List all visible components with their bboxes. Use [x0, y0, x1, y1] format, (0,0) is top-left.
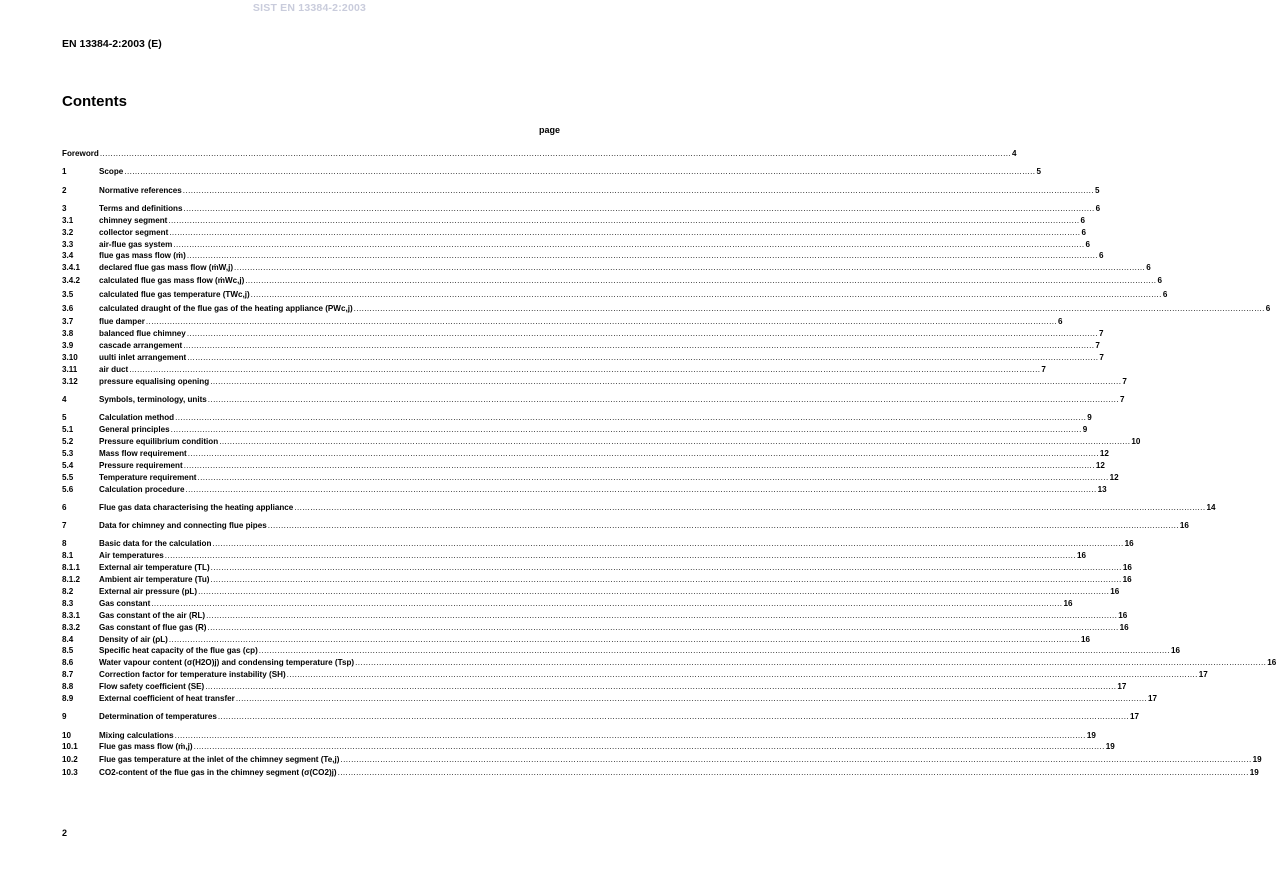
toc-entry-number: 3.9 — [62, 340, 74, 350]
toc-leader-dots — [169, 227, 1080, 239]
toc-entry-page: 17 — [1198, 670, 1208, 680]
toc-entry[interactable] — [62, 250, 1104, 262]
toc-entry-number: 8.1.2 — [62, 575, 81, 585]
toc-leader-dots — [340, 753, 1251, 767]
toc-entry-page: 10 — [1131, 436, 1141, 446]
toc-entry-title: cascade arrangement — [99, 340, 183, 350]
toc-entry-number: 5.1 — [62, 425, 74, 435]
toc-leader-dots — [175, 412, 1086, 424]
toc-leader-dots — [171, 424, 1082, 436]
toc-entry-number: 8.9 — [62, 693, 74, 703]
toc-entry-number: 5.5 — [62, 472, 74, 482]
toc-entry[interactable] — [62, 598, 1073, 610]
toc-entry[interactable] — [62, 148, 1017, 160]
toc-entry-number: 3 — [62, 203, 67, 213]
toc-entry-title: CO2-content of the flue gas in the chimney segment (σ(CO2)j) — [99, 768, 337, 778]
toc-leader-dots — [100, 148, 1011, 160]
toc-leader-dots — [268, 520, 1179, 532]
toc-entry-title: flue damper — [99, 317, 145, 327]
toc-leader-dots — [184, 203, 1095, 215]
toc-entry[interactable] — [62, 316, 1063, 328]
toc-entry-title: collector segment — [99, 227, 169, 237]
toc-entry[interactable] — [62, 562, 1132, 574]
toc-entry[interactable] — [62, 352, 1104, 364]
toc-leader-dots — [165, 550, 1076, 562]
toc-entry-page: 9 — [1087, 413, 1092, 423]
toc-entry-title: Flue gas temperature at the inlet of the chimney segment (Te,j) — [99, 755, 340, 765]
toc-leader-dots — [354, 302, 1265, 316]
toc-entry[interactable] — [62, 460, 1105, 472]
toc-leader-dots — [187, 250, 1098, 262]
toc-entry[interactable] — [62, 328, 1104, 340]
toc-entry-title: calculated flue gas temperature (TWc,j) — [99, 290, 250, 300]
toc-entry-title: Calculation method — [99, 413, 175, 423]
toc-entry-number: Foreword — [62, 149, 99, 158]
toc-entry-number: 3.3 — [62, 239, 74, 249]
toc-entry-title: Gas constant of the air (RL) — [99, 610, 206, 620]
toc-entry-title: Ambient air temperature (Tu) — [99, 575, 210, 585]
toc-entry-page: 7 — [1099, 352, 1104, 362]
toc-entry[interactable] — [62, 448, 1109, 460]
toc-entry-number: 3.8 — [62, 329, 74, 339]
toc-entry-page: 16 — [1170, 646, 1180, 656]
toc-entry[interactable] — [62, 669, 1208, 681]
toc-entry-title: calculated flue gas mass flow (ṁWc,j) — [99, 276, 245, 286]
toc-entry-page: 6 — [1095, 203, 1101, 213]
toc-entry-page: 17 — [1148, 693, 1158, 703]
toc-entry-page: 16 — [1124, 539, 1134, 549]
toc-entry[interactable] — [62, 412, 1092, 424]
toc-leader-dots — [197, 472, 1108, 484]
toc-entry-title: Terms and definitions — [99, 203, 183, 213]
toc-entry-page: 14 — [1206, 502, 1216, 512]
toc-entry-number: 10.1 — [62, 742, 78, 752]
toc-entry-page: 6 — [1162, 290, 1168, 300]
toc-leader-dots — [355, 657, 1266, 669]
toc-entry-title: chimney segment — [99, 215, 168, 225]
toc-leader-dots — [175, 730, 1086, 742]
toc-leader-dots — [294, 502, 1205, 514]
toc-entry-number: 3.4.2 — [62, 276, 81, 286]
toc-entry-title: Symbols, terminology, units — [99, 394, 207, 404]
toc-entry[interactable] — [62, 730, 1096, 742]
toc-entry-number: 3.4.1 — [62, 263, 81, 273]
contents-heading: Contents — [62, 93, 127, 110]
toc-entry-number: 8 — [62, 539, 67, 549]
toc-entry-page: 6 — [1080, 215, 1086, 225]
toc-entry-title: Correction factor for temperature instability (SH) — [99, 670, 286, 680]
toc-entry-title: calculated draught of the flue gas of the heating appliance (PWc,j) — [99, 304, 353, 314]
toc-entry[interactable] — [62, 166, 1041, 178]
toc-entry[interactable] — [62, 424, 1088, 436]
toc-entry-title: Normative references — [99, 185, 182, 195]
toc-entry-number: 8.7 — [62, 670, 74, 680]
page-column-label: page — [538, 125, 560, 135]
toc-leader-dots — [287, 669, 1198, 681]
toc-leader-dots — [251, 288, 1162, 302]
toc-entry-page: 6 — [1098, 251, 1104, 261]
toc-entry-number: 3.12 — [62, 376, 78, 386]
toc-entry-title: General principles — [99, 425, 170, 435]
toc-entry-number: 10.2 — [62, 755, 78, 765]
toc-entry-page: 16 — [1110, 586, 1120, 596]
toc-entry-page: 4 — [1012, 149, 1017, 158]
toc-leader-dots — [259, 645, 1170, 657]
toc-leader-dots — [206, 610, 1117, 622]
toc-leader-dots — [151, 598, 1062, 610]
toc-leader-dots — [218, 711, 1129, 723]
toc-entry-title: Flue gas mass flow (ṁ,j) — [99, 742, 193, 752]
toc-entry-page: 12 — [1109, 472, 1119, 482]
toc-entry-page: 7 — [1041, 364, 1046, 374]
toc-entry[interactable] — [62, 753, 1262, 767]
toc-entry-number: 10 — [62, 730, 72, 740]
toc-entry-number: 3.5 — [62, 290, 74, 300]
toc-entry[interactable] — [62, 227, 1086, 239]
toc-entry-page: 16 — [1119, 622, 1129, 632]
toc-entry[interactable] — [62, 203, 1101, 215]
toc-entry[interactable] — [62, 634, 1091, 646]
toc-entry[interactable] — [62, 681, 1127, 693]
toc-entry-page: 16 — [1076, 551, 1086, 561]
toc-entry[interactable] — [62, 288, 1168, 302]
toc-entry-number: 3.2 — [62, 227, 74, 237]
toc-leader-dots — [219, 436, 1130, 448]
toc-leader-dots — [188, 448, 1099, 460]
toc-leader-dots — [124, 166, 1035, 178]
toc-entry-number: 8.8 — [62, 682, 74, 692]
toc-leader-dots — [183, 340, 1094, 352]
toc-entry-title: uulti inlet arrangement — [99, 352, 187, 362]
toc-entry-title: Mixing calculations — [99, 730, 174, 740]
toc-entry-number: 5.2 — [62, 436, 74, 446]
toc-entry-title: air duct — [99, 364, 129, 374]
toc-entry[interactable] — [62, 610, 1128, 622]
toc-entry-number: 1 — [62, 167, 67, 177]
toc-entry-number: 9 — [62, 712, 67, 722]
toc-leader-dots — [184, 460, 1095, 472]
toc-leader-dots — [205, 681, 1116, 693]
toc-leader-dots — [207, 622, 1118, 634]
toc-entry[interactable] — [62, 622, 1129, 634]
toc-entry-number: 3.10 — [62, 352, 78, 362]
toc-entry-page: 6 — [1157, 276, 1162, 286]
toc-entry-number: 3.7 — [62, 317, 74, 327]
toc-entry-page: 5 — [1036, 167, 1041, 177]
toc-leader-dots — [245, 274, 1156, 288]
toc-entry-page: 7 — [1095, 340, 1100, 350]
toc-entry-page: 6 — [1146, 263, 1151, 273]
toc-leader-dots — [146, 316, 1057, 328]
toc-entry-number: 6 — [62, 502, 67, 512]
toc-entry-title: Temperature requirement — [99, 472, 197, 482]
toc-entry-page: 7 — [1098, 329, 1104, 339]
toc-entry-page: 6 — [1265, 304, 1271, 314]
toc-entry[interactable] — [62, 436, 1141, 448]
toc-entry-page: 17 — [1117, 682, 1127, 692]
toc-entry-number: 4 — [62, 394, 67, 404]
toc-entry[interactable] — [62, 711, 1140, 723]
toc-entry-page: 16 — [1118, 610, 1128, 620]
toc-entry-number: 8.5 — [62, 646, 74, 656]
toc-entry[interactable] — [62, 376, 1127, 388]
toc-entry-title: Calculation procedure — [99, 484, 185, 494]
toc-entry[interactable] — [62, 767, 1259, 779]
toc-entry-number: 8.1 — [62, 551, 74, 561]
toc-entry[interactable] — [62, 586, 1120, 598]
toc-leader-dots — [183, 185, 1094, 197]
toc-entry-number: 8.1.1 — [62, 563, 81, 573]
toc-entry-title: External air temperature (TL) — [99, 563, 210, 573]
toc-entry-number: 3.6 — [62, 304, 74, 314]
toc-entry[interactable] — [62, 502, 1216, 514]
toc-entry[interactable] — [62, 394, 1125, 406]
toc-entry[interactable] — [62, 538, 1134, 550]
toc-leader-dots — [168, 215, 1079, 227]
toc-entry-page: 16 — [1179, 521, 1189, 531]
page-number: 2 — [62, 828, 68, 838]
document-id: EN 13384-2:2003 (E) — [62, 38, 162, 50]
toc-entry-number: 8.4 — [62, 634, 74, 644]
toc-entry-title: Density of air (ρL) — [99, 634, 168, 644]
toc-entry[interactable] — [62, 364, 1046, 376]
toc-leader-dots — [169, 634, 1080, 646]
toc-entry-number: 3.4 — [62, 251, 74, 261]
toc-entry-title: External air pressure (pL) — [99, 586, 198, 596]
toc-entry-number: 8.3.2 — [62, 622, 81, 632]
toc-leader-dots — [211, 562, 1122, 574]
toc-entry-number: 3.11 — [62, 364, 78, 374]
toc-entry-title: balanced flue chimney — [99, 329, 186, 339]
toc-entry[interactable] — [62, 239, 1090, 251]
toc-entry-number: 5.6 — [62, 484, 74, 494]
toc-entry-page: 9 — [1082, 425, 1088, 435]
toc-entry-title: Determination of temperatures — [99, 712, 217, 722]
toc-entry-title: Pressure equilibrium condition — [99, 436, 219, 446]
toc-entry-page: 6 — [1085, 239, 1090, 249]
toc-entry[interactable] — [62, 262, 1151, 274]
toc-entry-page: 16 — [1122, 575, 1132, 585]
toc-entry-page: 12 — [1095, 460, 1105, 470]
toc-entry-number: 5 — [62, 413, 67, 423]
toc-leader-dots — [210, 574, 1121, 586]
toc-entry[interactable] — [62, 215, 1086, 227]
toc-entry-title: Data for chimney and connecting flue pipes — [99, 521, 267, 531]
toc-entry-number: 8.2 — [62, 586, 74, 596]
toc-entry[interactable] — [62, 302, 1271, 316]
toc-entry-page: 12 — [1099, 448, 1109, 458]
toc-entry-page: 19 — [1086, 730, 1096, 740]
toc-entry-number: 10.3 — [62, 768, 78, 778]
toc-leader-dots — [173, 239, 1084, 251]
toc-entry-number: 2 — [62, 185, 67, 195]
toc-entry[interactable] — [62, 274, 1162, 288]
toc-leader-dots — [198, 586, 1109, 598]
toc-entry-page: 19 — [1249, 768, 1259, 778]
toc-entry-title: Scope — [99, 167, 124, 177]
toc-entry[interactable] — [62, 693, 1158, 705]
toc-entry-number: 5.4 — [62, 460, 74, 470]
toc-entry-title: air-flue gas system — [99, 239, 173, 249]
toc-entry-title: Specific heat capacity of the flue gas (cp) — [99, 646, 258, 656]
toc-entry-page: 16 — [1267, 658, 1276, 668]
toc-entry-title: Flow safety coefficient (SE) — [99, 682, 205, 692]
toc-leader-dots — [194, 741, 1105, 753]
toc-entry[interactable] — [62, 645, 1180, 657]
toc-entry-page: 6 — [1058, 317, 1063, 327]
toc-entry-title: Air temperatures — [99, 551, 164, 561]
toc-entry-page: 17 — [1130, 712, 1140, 722]
toc-entry-page: 7 — [1122, 376, 1127, 386]
toc-leader-dots — [187, 328, 1098, 340]
toc-entry[interactable] — [62, 550, 1086, 562]
toc-entry-page: 16 — [1063, 598, 1073, 608]
toc-entry-page: 16 — [1122, 563, 1132, 573]
toc-entry-number: 3.1 — [62, 215, 74, 225]
toc-entry-title: Mass flow requirement — [99, 448, 187, 458]
toc-entry-number: 5.3 — [62, 448, 74, 458]
toc-leader-dots — [210, 376, 1121, 388]
toc-leader-dots — [185, 484, 1096, 496]
toc-entry-title: flue gas mass flow (ṁ) — [99, 251, 186, 261]
toc-entry-title: declared flue gas mass flow (ṁW,j) — [99, 263, 234, 273]
toc-entry[interactable] — [62, 340, 1100, 352]
toc-entry-title: Water vapour content (σ(H2O)j) and condensing temperature (Tsp) — [99, 658, 355, 668]
toc-entry-title: pressure equalising opening — [99, 376, 210, 386]
toc-entry[interactable] — [62, 574, 1132, 586]
toc-leader-dots — [212, 538, 1123, 550]
toc-leader-dots — [338, 767, 1249, 779]
table-of-contents — [62, 148, 1276, 779]
toc-leader-dots — [208, 394, 1119, 406]
toc-entry-number: 8.3 — [62, 598, 74, 608]
toc-entry[interactable] — [62, 657, 1276, 669]
toc-entry[interactable] — [62, 741, 1115, 753]
toc-entry-title: Gas constant of flue gas (R) — [99, 622, 207, 632]
toc-entry[interactable] — [62, 472, 1119, 484]
toc-entry-title: Pressure requirement — [99, 460, 183, 470]
toc-entry-number: 8.3.1 — [62, 610, 81, 620]
toc-entry-page: 7 — [1119, 394, 1125, 404]
toc-leader-dots — [187, 352, 1098, 364]
toc-entry-page: 19 — [1252, 755, 1262, 765]
toc-entry[interactable] — [62, 520, 1189, 532]
toc-leader-dots — [129, 364, 1040, 376]
toc-entry-title: External coefficient of heat transfer — [99, 693, 235, 703]
toc-leader-dots — [234, 262, 1145, 274]
toc-entry-page: 13 — [1097, 484, 1107, 494]
toc-entry[interactable] — [62, 484, 1107, 496]
watermark: SIST EN 13384-2:2003 — [252, 2, 367, 14]
toc-entry-page: 19 — [1105, 742, 1115, 752]
toc-entry-page: 5 — [1094, 185, 1100, 195]
toc-entry-number: 8.6 — [62, 658, 74, 668]
toc-entry-title: Flue gas data characterising the heating appliance — [99, 502, 294, 512]
toc-entry-page: 6 — [1081, 227, 1086, 237]
toc-entry-title: Gas constant — [99, 598, 151, 608]
toc-entry[interactable] — [62, 185, 1100, 197]
toc-entry-title: Basic data for the calculation — [99, 539, 212, 549]
toc-leader-dots — [236, 693, 1147, 705]
toc-entry-page: 16 — [1081, 634, 1091, 644]
toc-entry-number: 7 — [62, 521, 67, 531]
